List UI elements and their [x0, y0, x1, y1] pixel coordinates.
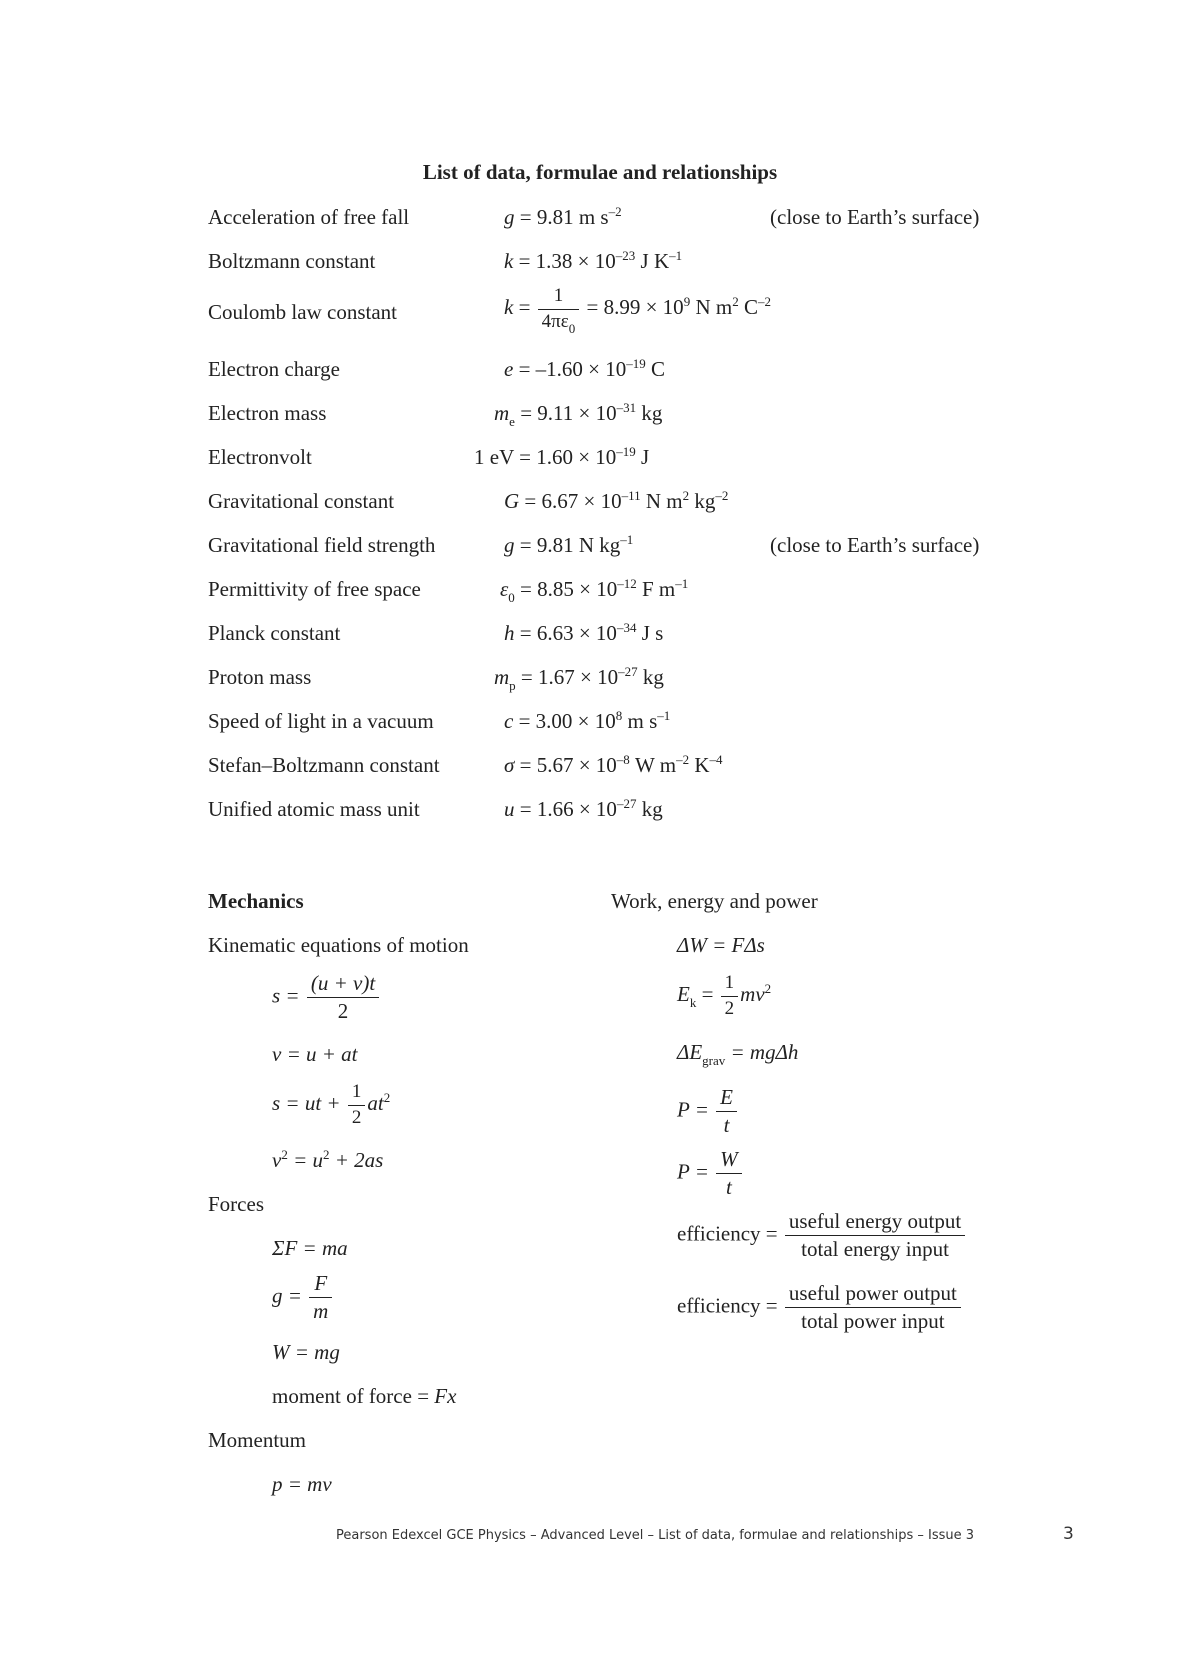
constant-label: Electron mass [208, 401, 327, 425]
constant-row [208, 445, 1008, 475]
kinematic-eq-3: s = ut + $\frac{1}{2}$ $at^2$ [272, 1081, 391, 1128]
work-eq-3: $\Delta E_{grav} = mg\Delta h$ [677, 1040, 799, 1068]
constant-row [208, 753, 1008, 783]
constant-formula: k = $\frac{1}{4\pi\varepsilon_0}$ = $8.99 \times 10^9$ N $m^2$ $C^{-2}$ [504, 285, 771, 336]
constant-note: (close to Earth’s surface) [770, 533, 980, 557]
constant-row [208, 249, 1008, 279]
constant-formula: $\varepsilon_0 = 8.85 \times 10^{-12}$ F $m^{-1}$ [500, 576, 689, 605]
constant-formula: g = 9.81 N $kg^{-1}$ [504, 532, 634, 557]
work-eq-1: ΔW = FΔs [677, 933, 765, 957]
kinematic-heading: Kinematic equations of motion [208, 933, 469, 957]
work-eq-4: P = $\frac{E}{t}$ [677, 1086, 739, 1137]
constant-row [208, 285, 1008, 356]
constant-row [208, 205, 1008, 235]
momentum-eq-1: p = mv [272, 1472, 332, 1496]
kinematic-eq-4: $v^2 = u^2 + 2as$ [272, 1147, 384, 1172]
kinematic-eq-2: v = u + at [272, 1042, 358, 1066]
constant-row [208, 489, 1008, 519]
forces-heading: Forces [208, 1192, 264, 1216]
constant-label: Gravitational constant [208, 489, 395, 513]
constant-label: Permittivity of free space [208, 577, 421, 601]
constant-note: (close to Earth’s surface) [770, 205, 980, 229]
constant-formula: $k = 1.38 \times 10^{-23}$ J $K^{-1}$ [504, 248, 683, 273]
constant-label: Unified atomic mass unit [208, 797, 420, 821]
constant-formula: $m_p = 1.67 \times 10^{-27}$ kg [494, 664, 664, 693]
constant-row [208, 533, 1008, 563]
page-footer: Pearson Edexcel GCE Physics – Advanced Level – List of data, formulae and relationships – Issue 3 [336, 1528, 975, 1543]
forces-eq-2: g = $\frac{F}{m}$ [272, 1272, 334, 1323]
page-number: 3 [1063, 1524, 1074, 1544]
constant-label: Planck constant [208, 621, 341, 645]
constant-formula: $h = 6.63 \times 10^{-34}$ J s [504, 620, 664, 645]
constant-row [208, 621, 1008, 651]
constant-formula: $m_e = 9.11 \times 10^{-31}$ kg [494, 400, 663, 429]
constant-formula: $u = 1.66 \times 10^{-27}$ kg [504, 796, 663, 821]
constant-label: Electron charge [208, 357, 340, 381]
work-eq-5: P = $\frac{W}{t}$ [677, 1148, 744, 1199]
constant-label: Boltzmann constant [208, 249, 376, 273]
constant-label: Gravitational field strength [208, 533, 436, 557]
forces-eq-1: ΣF = ma [272, 1236, 348, 1260]
constant-label: Acceleration of free fall [208, 205, 410, 229]
constant-formula: $G = 6.67 \times 10^{-11}$ N $m^2$ $kg^{-2}$ [504, 488, 729, 513]
constant-label: Stefan–Boltzmann constant [208, 753, 440, 777]
constant-row [208, 665, 1008, 695]
constant-row [208, 401, 1008, 431]
constant-row [208, 709, 1008, 739]
constant-label: Electronvolt [208, 445, 312, 469]
constant-row [208, 797, 1008, 827]
constant-formula: $\sigma = 5.67 \times 10^{-8}$ W $m^{-2}$ $K^{-4}$ [504, 752, 723, 777]
forces-eq-4: moment of force = Fx [272, 1384, 457, 1408]
constant-formula: 1 eV = $1.60 \times 10^{-19}$ J [474, 444, 650, 469]
forces-eq-3: W = mg [272, 1340, 340, 1364]
constant-label: Proton mass [208, 665, 312, 689]
constant-formula: $e = -1.60 \times 10^{-19}$ C [504, 356, 666, 381]
work-eq-2: $E_k$ = $\frac{1}{2}$ $mv^2$ [677, 972, 772, 1019]
momentum-heading: Momentum [208, 1428, 306, 1452]
page-title: List of data, formulae and relationships [422, 160, 778, 184]
constant-label: Speed of light in a vacuum [208, 709, 434, 733]
mechanics-heading: Mechanics [208, 889, 304, 913]
work-eq-7: efficiency = $\frac{\text{useful power output}}{\text{total power input}}$ [677, 1282, 963, 1333]
constant-formula: g = 9.81 m $s^{-2}$ [504, 204, 622, 229]
kinematic-eq-1: s = $\frac{(u + v)t}{2}$ [272, 972, 381, 1023]
constant-row [208, 357, 1008, 387]
constant-row [208, 577, 1008, 607]
constant-formula: $c = 3.00 \times 10^8$ m $s^{-1}$ [504, 708, 671, 733]
constant-label: Coulomb law constant [208, 300, 397, 324]
work-heading: Work, energy and power [611, 889, 818, 913]
work-eq-6: efficiency = $\frac{\text{useful energy output}}{\text{total energy input}}$ [677, 1210, 967, 1261]
